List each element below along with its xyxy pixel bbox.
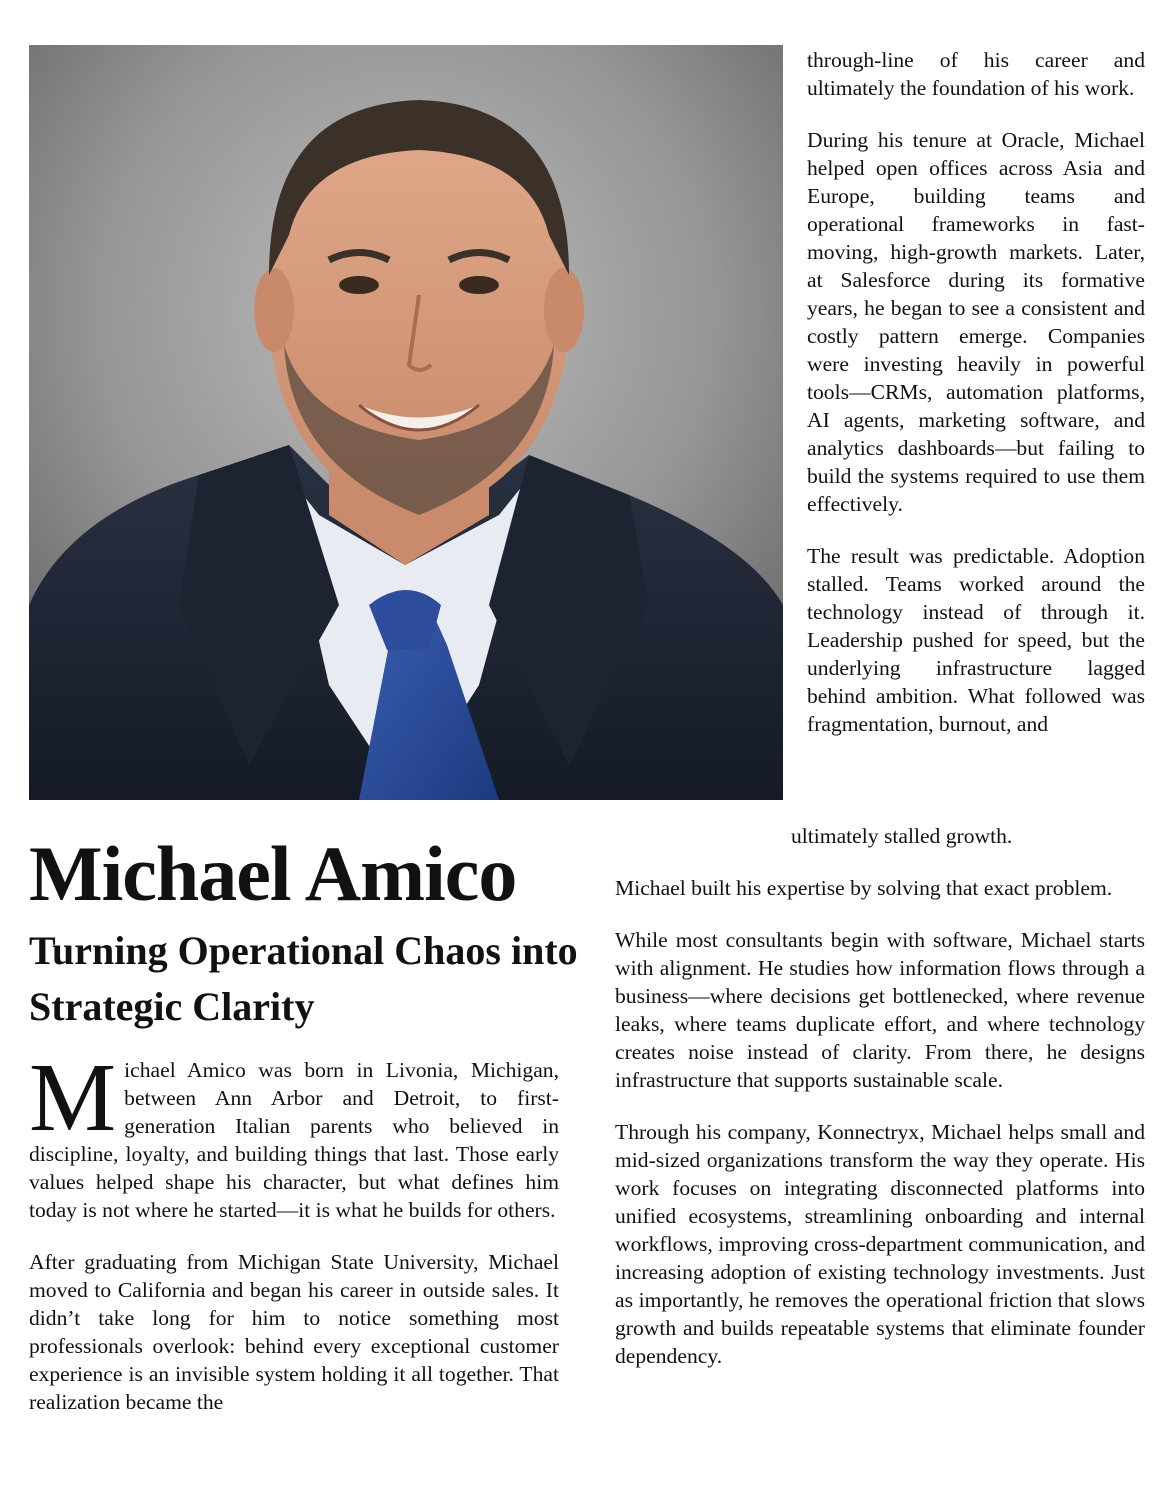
paragraph-result: The result was predictable. Adoption stalled. Teams worked around the technology instead of through it. Leadership pushed for speed, but the underlying infrastructure lagged behind ambition. What followed was fragmentation, burnout, and: [807, 544, 1145, 736]
paragraph-oracle-salesforce: During his tenure at Oracle, Michael helped open offices across Asia and Europe, building teams and operational frameworks in fast-moving, high-growth markets. Later, at Salesforce during its formative years, he began to see a consistent and costly pattern emerge. Companies were investing heavily in powerful tools—CRMs, automation platforms, AI agents, marketing software, and analytics dashboards—but failing to build the systems required to use them effectively.: [807, 128, 1145, 516]
paragraph-intro: [29, 1044, 559, 1224]
paragraph-konnectryx: Through his company, Konnectryx, Michael helps small and mid-sized organizations transform the way they operate. His work focuses on integrating disconnected platforms into unified ecosystems, streamlining onboarding and internal workflows, improving cross-department communication, and increasing adoption of existing technology investments. Just as importantly, he removes the operational friction that slows growth and builds repeatable systems that eliminate founder dependency.: [615, 1120, 1145, 1368]
paragraph-alignment: While most consultants begin with software, Michael starts with alignment. He studies how information flows through a business—where decisions get bottlenecked, where revenue leaks, where teams duplicate effort, and where technology creates noise instead of clarity. From there, he designs infrastructure that supports sustainable scale.: [615, 928, 1145, 1092]
middle-column: [615, 874, 1145, 1394]
paragraph-result-end: ultimately stalled growth.: [791, 824, 1013, 848]
paragraph-intro-text: ichael Amico was born in Livonia, Michigan, between Ann Arbor and Detroit, to first-generation Italian parents who believed in discipline, loyalty, and building things that last. Those early values helped shape his character, but what defines him today is not where he started—it is what he builds for others.: [29, 1058, 559, 1222]
right-column: [807, 46, 1145, 738]
paragraph-career-start: After graduating from Michigan State University, Michael moved to California and began his career in outside sales. It didn’t take long for him to notice something most professionals overlook: behind every exceptional customer experience is an invisible system holding it all together. That realization became the: [29, 1250, 559, 1414]
portrait-photo: [29, 45, 783, 800]
article-subtitle: Turning Operational Chaos into Strategic Clarity: [29, 928, 578, 1029]
paragraph-expertise: Michael built his expertise by solving that exact problem.: [615, 876, 1113, 900]
left-column: [29, 1044, 559, 1440]
portrait-illustration: [29, 45, 783, 800]
paragraph-career-continued: through-line of his career and ultimately the foundation of his work.: [807, 48, 1145, 100]
article-title: Michael Amico: [29, 830, 517, 917]
drop-cap: M: [29, 1044, 117, 1152]
